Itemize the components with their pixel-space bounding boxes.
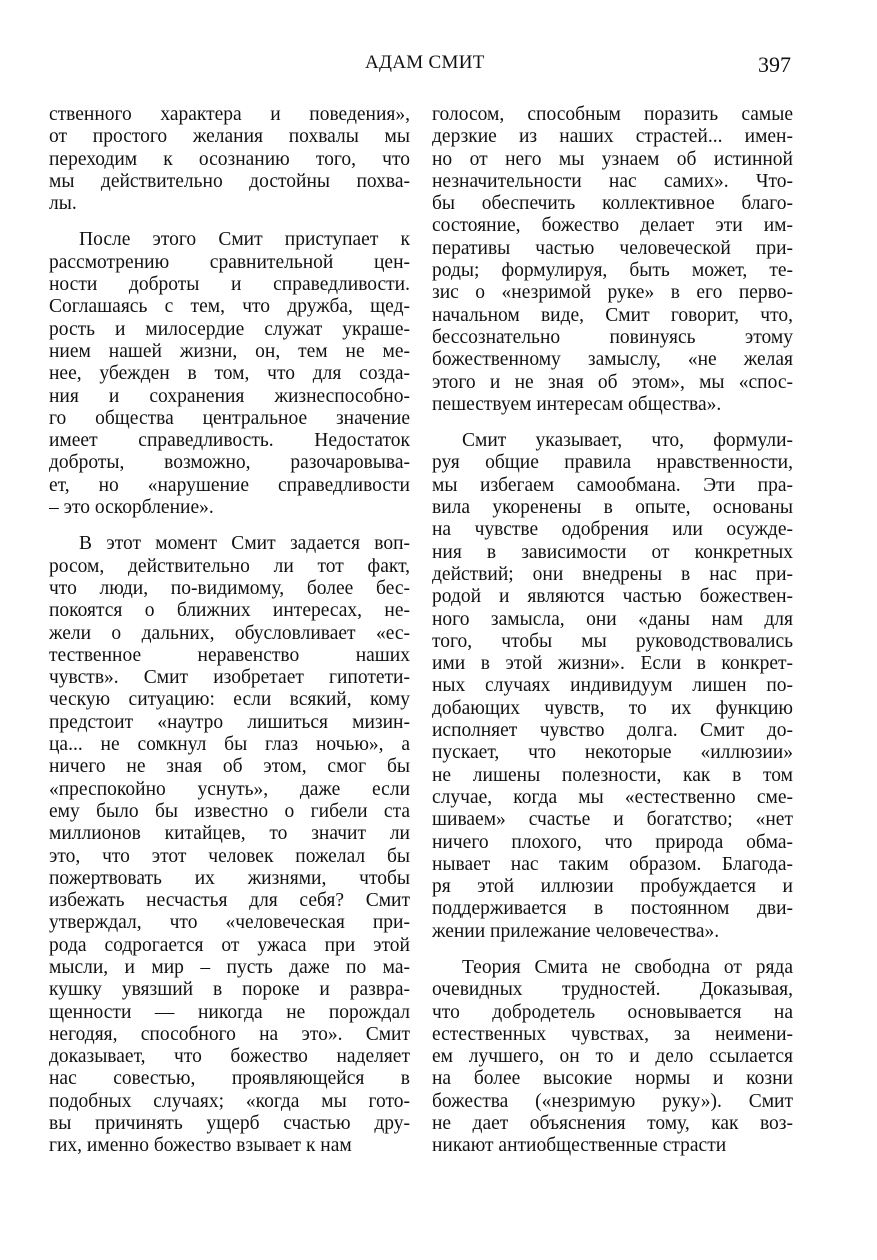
text-line: родой и являются частью божествен- [432,586,793,608]
text-line: ния в зависимости от конкретных [432,541,793,563]
text-line: дерзкие из наших страстей... имен- [432,126,793,148]
text-line: не лишены полезности, как в том [432,764,793,786]
text-line: того, чтобы мы руководствовались [432,630,793,652]
text-line: ца... не сомкнул бы глаз ночью», а [49,734,410,756]
paragraph [432,104,793,416]
text-line: на чувстве одобрения или осужде- [432,519,793,541]
text-line: вы причинять ущерб счастью дру- [49,1113,410,1135]
paragraph [49,229,410,519]
text-line: подобных случаях; «когда мы гото- [49,1090,410,1112]
text-line: лы. [49,193,77,215]
text-line: В этот момент Смит задается воп- [79,533,410,555]
text-line: состояние, божество делает эти им- [432,215,793,237]
text-line: чувств». Смит изобретает гипотети- [49,667,410,689]
text-line: не дает объяснения тому, как воз- [432,1113,793,1135]
text-line: покоятся о ближних интересах, не- [49,600,410,622]
text-line: ничего плохого, что природа обма- [432,831,793,853]
text-line: ему было бы известно о гибели ста [49,800,410,822]
page-number: 397 [758,52,791,77]
text-line: случае, когда мы «естественно сме- [432,786,793,808]
text-line: мы действительно достойны похва- [49,170,410,192]
text-line: добающих чувств, то их функцию [432,697,793,719]
text-line: миллионов китайцев, то значит ли [49,823,410,845]
text-line: ем лучшего, он то и дело ссылается [432,1046,793,1068]
text-line: Теория Смита не свободна от ряда [462,956,793,978]
text-line: тественное неравенство наших [49,644,410,666]
text-line: роды; формулируя, быть может, те- [432,260,793,282]
text-line: начальном виде, Смит говорит, что, [432,304,793,326]
text-line: нас совестью, проявляющейся в [49,1068,410,1090]
text-line: кушку увязший в пороке и развра- [49,979,410,1001]
text-line: имеет справедливость. Недостаток [49,430,410,452]
text-line: жели о дальних, обусловливает «ес- [49,622,410,644]
text-line: ния и сохранения жизнеспособно- [49,385,410,407]
text-line: нием нашей жизни, он, тем не ме- [49,340,410,362]
paragraph [49,533,410,1157]
text-line: этого и не зная об этом», мы «спос- [432,371,793,393]
text-line: мысли, и мир – пусть даже по ма- [49,956,410,978]
left-column [49,104,410,1158]
text-line: исполняет чувство долга. Смит до- [432,720,793,742]
text-line: утверждал, что «человеческая при- [49,912,410,934]
text-line: щенности — никогда не порождал [49,1001,410,1023]
text-line: ственного характера и поведения», [49,104,410,125]
text-line: переходим к осознанию того, что [49,148,410,170]
text-line: бы обеспечить коллективное благо- [432,193,793,215]
text-line: предстоит «наутро лишиться мизин- [49,711,410,733]
text-line: ет, но «нарушение справедливости [49,474,410,496]
text-line: гих, именно божество взывает к нам [49,1135,352,1157]
text-line: зис о «незримой руке» в его перво- [432,282,793,304]
text-line: перативы частью человеческой при- [432,237,793,259]
text-line: на более высокие нормы и козни [432,1068,793,1090]
text-line: мы избегаем самообмана. Эти пра- [432,474,793,496]
text-line: ного замысла, они «даны нам для [432,608,793,630]
text-line: росом, действительно ли тот факт, [49,555,410,577]
text-line: нывает нас таким образом. Благода- [432,853,793,875]
text-line: ности доброты и справедливости. [49,274,410,296]
text-line: негодяя, способного на это». Смит [49,1023,410,1045]
text-line: рость и милосердие служат украше- [49,318,410,340]
paragraph [49,104,410,215]
text-line: что люди, по-видимому, более бес- [49,577,410,599]
text-line: вила укоренены в опыте, основаны [432,497,793,519]
text-line: доброты, возможно, разочаровыва- [49,452,410,474]
text-line: Соглашаясь с тем, что дружба, щед- [49,296,410,318]
text-line: ими в этой жизни». Если в конкрет- [432,653,793,675]
text-line: После этого Смит приступает к [79,229,410,251]
text-line: рассмотрению сравнительной цен- [49,251,410,273]
text-line: рода содрогается от ужаса при этой [49,934,410,956]
text-line: ря этой иллюзии пробуждается и [432,876,793,898]
text-line: ческую ситуацию: если всякий, кому [49,689,410,711]
text-line: никают антиобщественные страсти [432,1135,727,1157]
text-line: Смит указывает, что, формули- [462,430,793,452]
text-line: – это оскорбление». [49,497,214,519]
text-line: бессознательно повинуясь этому [432,326,793,348]
text-line: доказывает, что божество наделяет [49,1046,410,1068]
text-line: пешествуем интересам общества». [432,393,722,415]
text-line: это, что этот человек пожелал бы [49,845,410,867]
text-line: «преспокойно уснуть», даже если [49,778,410,800]
text-line: избежать несчастья для себя? Смит [49,890,410,912]
text-line: нее, убежден в том, что для созда- [49,363,410,385]
text-line: поддерживается в постоянном дви- [432,898,793,920]
text-line: незначительности нас самих». Что- [432,170,793,192]
text-line: ничего не зная об этом, смог бы [49,756,410,778]
text-line: что добродетель основывается на [432,1001,793,1023]
text-line: пожертвовать их жизнями, чтобы [49,867,410,889]
text-line: жении прилежание человечества». [432,920,720,942]
text-line: ных случаях индивидуум лишен по- [432,675,793,697]
text-line: голосом, способным поразить самые [432,104,793,125]
text-line: руя общие правила нравственности, [432,452,793,474]
text-line: пускает, что некоторые «иллюзии» [432,742,793,764]
right-column [432,104,793,1158]
text-line: шиваем» счастье и богатство; «нет [432,809,793,831]
running-head: АДАМ СМИТ [365,52,485,73]
text-line: но от него мы узнаем об истинной [432,148,793,170]
text-line: действий; они внедрены в нас при- [432,563,793,585]
paragraph [432,430,793,943]
paragraph [432,957,793,1158]
text-line: божественному замыслу, «не желая [432,349,793,371]
text-line: от простого желания похвалы мы [49,126,410,148]
text-line: го общества центральное значение [49,407,410,429]
text-line: божества («незримую руку»). Смит [432,1090,793,1112]
text-line: естественных чувствах, за неимени- [432,1023,793,1045]
text-line: очевидных трудностей. Доказывая, [432,979,793,1001]
